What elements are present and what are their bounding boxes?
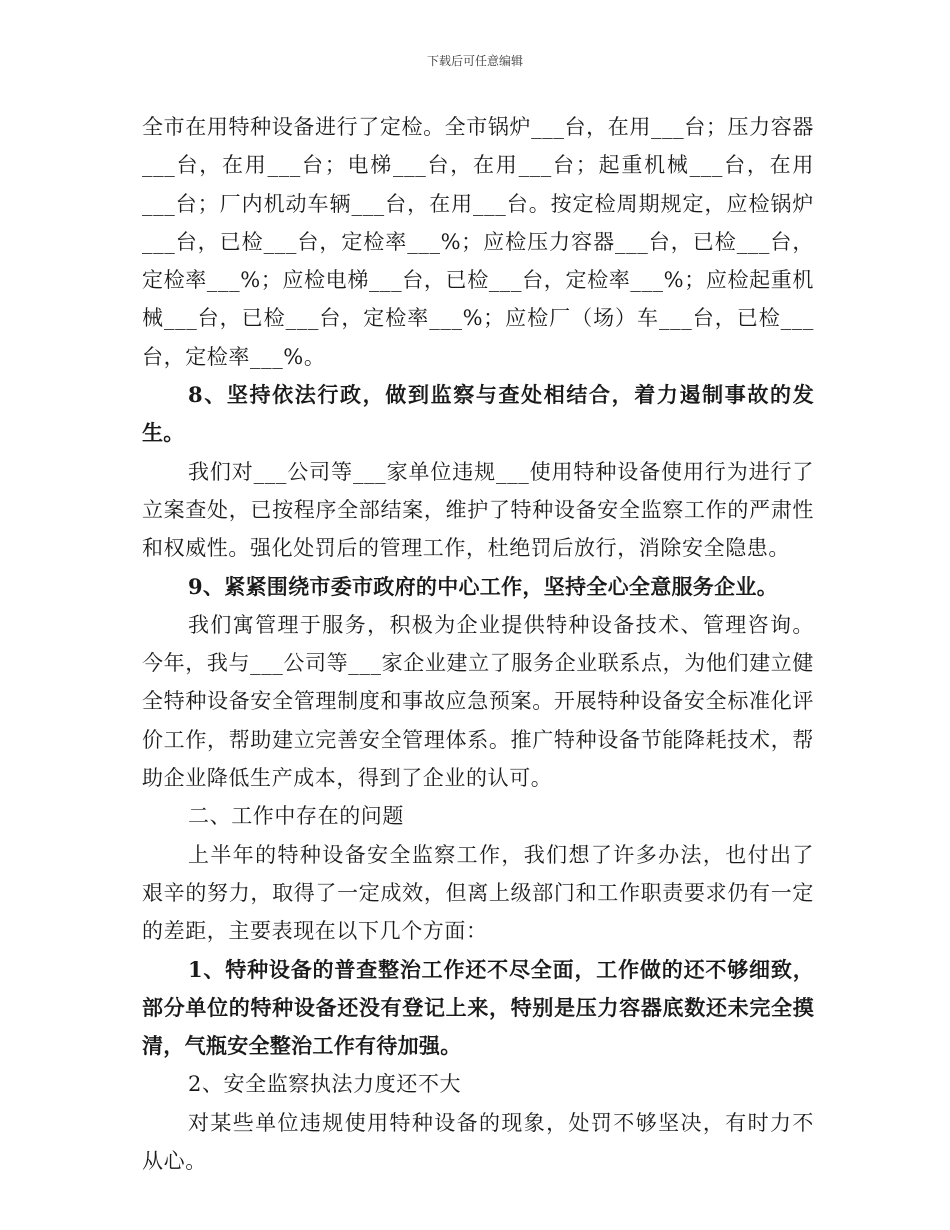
heading-item-9: 9、紧紧围绕市委市政府的中心工作，坚持全心全意服务企业。: [188, 573, 779, 599]
paragraph-enforcement: 我们对___公司等___家单位违规___使用特种设备使用行为进行了立案查处，已按程序全部结案，维护了特种设备安全监察工作的严肃性和权威性。强化处罚后的管理工作，杜绝罚后放行，消除安全隐患。: [142, 459, 814, 561]
problem-item-2: 2、安全监察执法力度还不大: [188, 1072, 462, 1097]
section-heading-problems: 二、工作中存在的问题: [188, 804, 404, 829]
paragraph-problems-intro: 上半年的特种设备安全监察工作，我们想了许多办法，也付出了艰辛的努力，取得了一定成效，但离上级部门和工作职责要求仍有一定的差距，主要表现在以下几个方面：: [142, 842, 814, 944]
heading-item-8: 8、坚持依法行政，做到监察与查处相结合，着力遏制事故的发生。: [142, 382, 814, 446]
page-header: 下载后可任意编辑: [426, 54, 523, 68]
problem-item-1: 1、特种设备的普查整治工作还不尽全面，工作做的还不够细致，部分单位的特种设备还没有登记上来，特别是压力容器底数还未完全摸清，气瓶安全整治工作有待加强。: [142, 956, 814, 1059]
paragraph-service: 我们寓管理于服务，积极为企业提供特种设备技术、管理咨询。今年，我与___公司等___家企业建立了服务企业联系点，为他们建立健全特种设备安全管理制度和事故应急预案。开展特种设备安全标准化评价工作，帮助建立完善安全管理体系。推广特种设备节能降耗技术，帮助企业降低生产成本，得到了企业的认可。: [142, 612, 814, 791]
paragraph-problem-2-detail: 对某些单位违规使用特种设备的现象，处罚不够坚决，有时力不从心。: [142, 1110, 814, 1174]
paragraph-inspection-stats: 全市在用特种设备进行了定检。全市锅炉___台，在用___台；压力容器___台，在用___台；电梯___台，在用___台；起重机械___台，在用___台；厂内机动车辆___台，在用___台。按定检周期规定，应检锅炉___台，已检___台，定检率___%；应检压力容器___台，已检___台，定检率___%；应检电梯___台，已检___台，定检率___%；应检起重机械___台，已检___台，定检率___%；应检厂（场）车___台，已检___台，定检率___%。: [142, 115, 814, 369]
document-body: [142, 108, 814, 1180]
